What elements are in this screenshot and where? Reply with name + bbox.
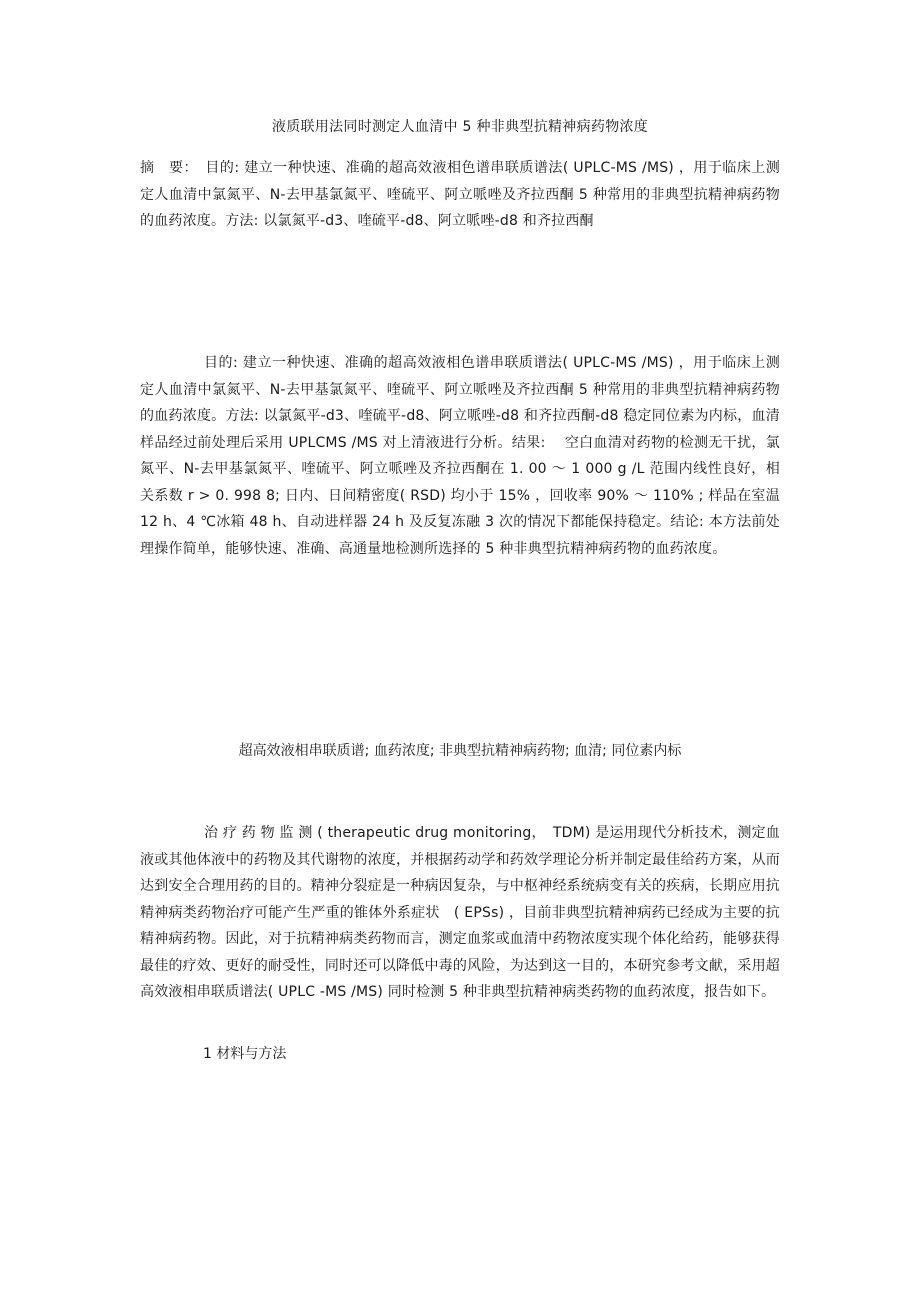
abstract-paragraph: 摘 要： 目的: 建立一种快速、准确的超高效液相色谱串联质谱法( UPLC-MS /MS) ，用于临床上测定人血清中氯氮平、N-去甲基氯氮平、喹硫平、阿立哌唑及齐拉西酮 5 种常用的非典型抗精神病药物的血药浓度。方法: 以氯氮平-d3、喹硫平-d8、阿立哌唑-d8 和齐拉西酮 <box>140 160 780 229</box>
document-title: 液质联用法同时测定人血清中 5 种非典型抗精神病药物浓度 <box>271 119 649 135</box>
objective-paragraph: 目的: 建立一种快速、准确的超高效液相色谱串联质谱法( UPLC-MS /MS) ，用于临床上测定人血清中氯氮平、N-去甲基氯氮平、喹硫平、阿立哌唑及齐拉西酮 5 种常用的非典型抗精神病药物的血药浓度。方法: 以氯氮平-d3、喹硫平-d8、阿立哌唑-d8 和齐拉西酮-d8 稳定同位素为内标，血清样品经过前处理后采用 UPLCMS /MS 对上清液进行分析。结果: 空白血清对药物的检测无干扰，氯氮平、N-去甲基氯氮平、喹硫平、阿立哌唑及齐拉西酮在 1. 00 ～ 1 000 g /L 范围内线性良好，相关系数 r > 0. 998 8; 日内、日间精密度( RSD) 均小于 15% ，回收率 90% ～ 110% ; 样品在室温 12 h、4 ℃冰箱 48 h、自动进样器 24 h 及反复冻融 3 次的情况下都能保持稳定。结论: 本方法前处理操作简单，能够快速、准确、高通量地检测所选择的 5 种非典型抗精神病药物的血药浓度。 <box>140 355 780 557</box>
introduction-paragraph: 治 疗 药 物 监 测 ( therapeutic drug monitoring， TDM) 是运用现代分析技术，测定血液或其他体液中的药物及其代谢物的浓度，并根据药动学和药效学理论分析并制定最佳给药方案，从而达到安全合理用药的目的。精神分裂症是一种病因复杂，与中枢神经系统病变有关的疾病，长期应用抗精神病类药物治疗可能产生严重的锥体外系症状 ( EPSs) ，目前非典型抗精神病药已经成为主要的抗精神病药物。因此，对于抗精神病类药物而言，测定血浆或血清中药物浓度实现个体化给药，能够获得最佳的疗效、更好的耐受性，同时还可以降低中毒的风险，为达到这一目的，本研究参考文献，采用超高效液相串联质谱法( UPLC -MS /MS) 同时检测 5 种非典型抗精神病类药物的血药浓度，报告如下。 <box>140 825 780 1000</box>
section-heading: 1 材料与方法 <box>203 1046 287 1062</box>
keywords-line: 超高效液相串联质谱; 血药浓度; 非典型抗精神病药物; 血清; 同位素内标 <box>238 743 682 759</box>
